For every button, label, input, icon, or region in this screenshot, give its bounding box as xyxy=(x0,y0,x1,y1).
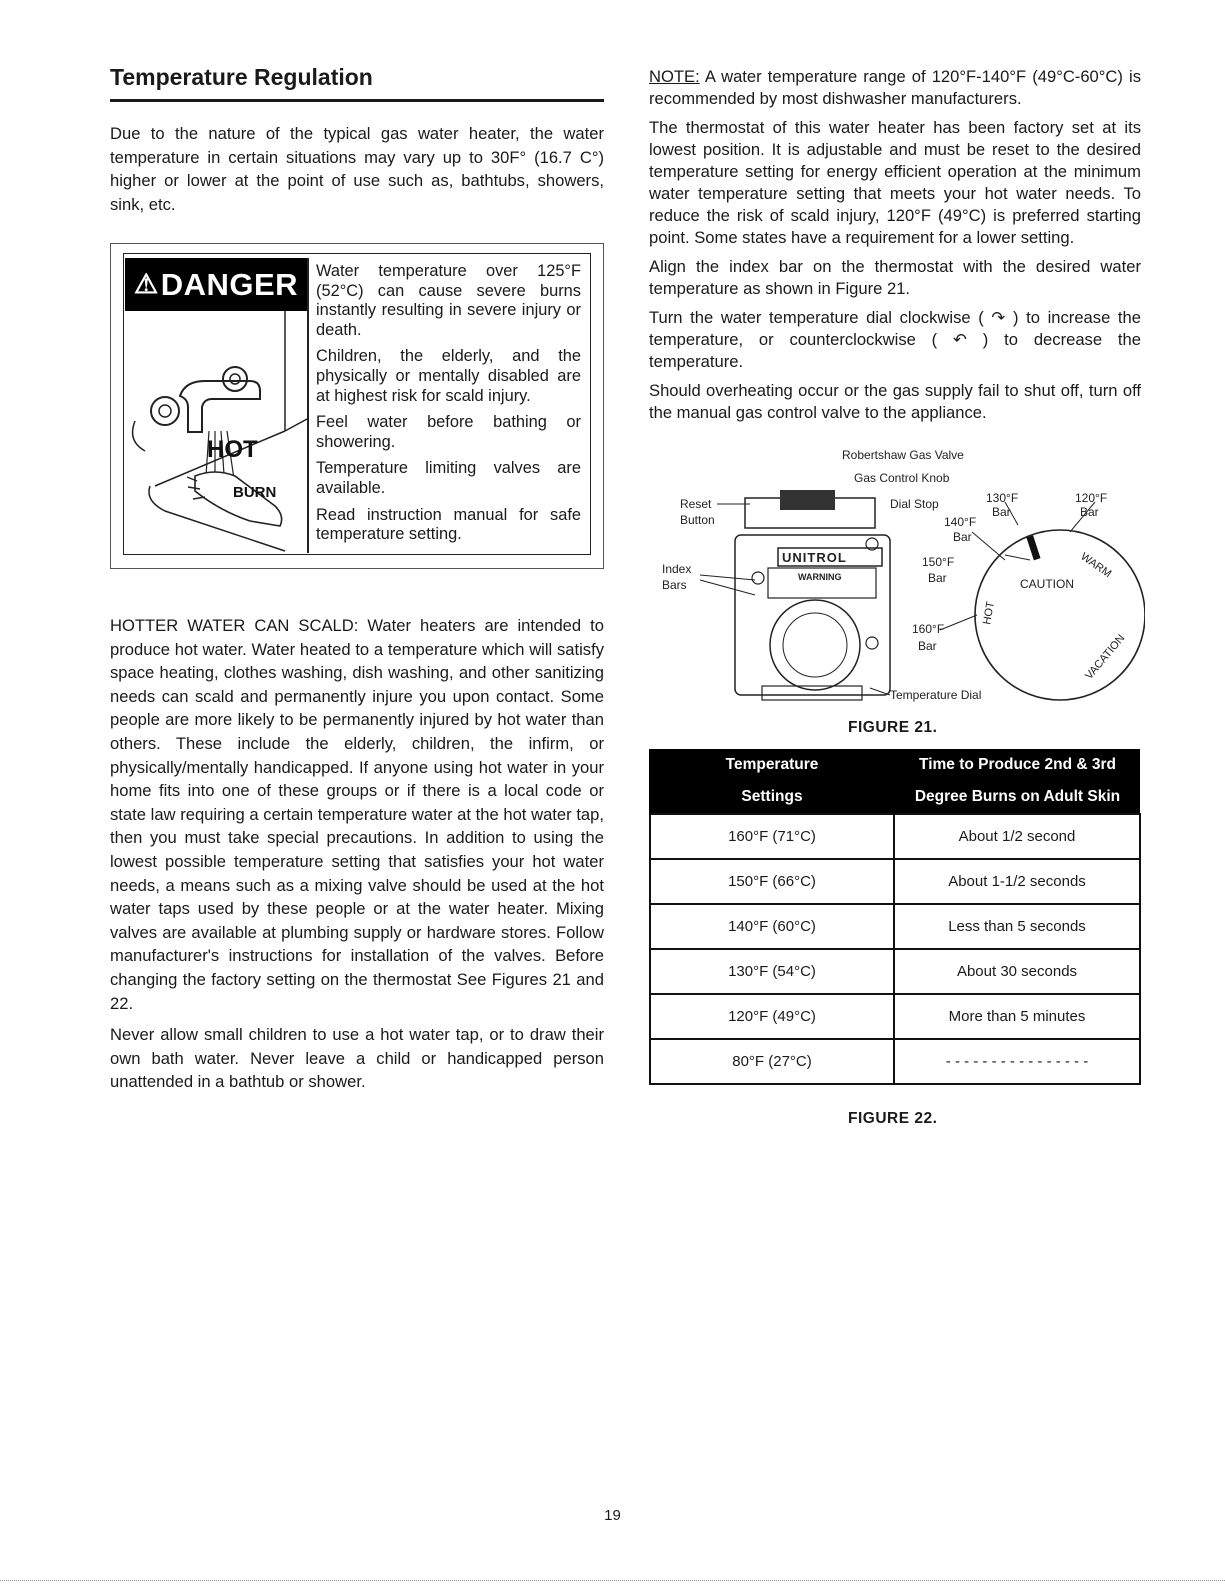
note-label: NOTE: xyxy=(649,67,700,86)
left-column xyxy=(110,64,604,216)
bar-120-label: Bar xyxy=(1080,505,1099,519)
button-label: Button xyxy=(680,513,715,527)
warning-triangle-icon: ⚠ xyxy=(133,269,159,299)
knob-label: Gas Control Knob xyxy=(854,471,950,485)
danger-badge-text: DANGER xyxy=(160,266,299,302)
turn-text-c: ) to decrease the temperature. xyxy=(649,330,1141,371)
counterclockwise-arrow-icon: ↶ xyxy=(953,330,967,349)
figure-21-caption: FIGURE 21. xyxy=(848,719,938,736)
temp-140-label: 140°F xyxy=(944,515,977,529)
turn-text-a: Turn the water temperature dial clockwise ( xyxy=(649,308,984,327)
valve-label: Robertshaw Gas Valve xyxy=(842,448,964,462)
danger-item: Feel water before bathing or showering. xyxy=(316,413,581,451)
header-time: Time to Produce 2nd & 3rd xyxy=(894,749,1140,781)
burn-time-table xyxy=(649,749,1141,1085)
temp-cell: 140°F (60°C) xyxy=(650,904,894,949)
thermostat-paragraph: The thermostat of this water heater has been factory set at its lowest position. It is adjustable and must be reset to the desired temperature setting for energy efficient operation at the minimum water temperature setting that meets your hot water needs. To reduce the risk of scald injury, 120°F (49°C) is preferred starting point. Some states have a requirement for a lower setting. xyxy=(649,118,1141,247)
hotter-water-section xyxy=(110,614,604,1102)
table-row xyxy=(650,904,1140,949)
clockwise-arrow-icon: ↷ xyxy=(991,308,1006,327)
table-header-row xyxy=(650,781,1140,814)
time-cell: About 1/2 second xyxy=(894,814,1140,859)
danger-divider xyxy=(307,258,309,553)
danger-badge xyxy=(125,258,307,311)
table-row xyxy=(650,814,1140,859)
dial-vacation-text: VACATION xyxy=(1083,632,1128,682)
danger-item: Read instruction manual for safe temperature setting. xyxy=(316,505,581,544)
time-cell: More than 5 minutes xyxy=(894,994,1140,1039)
burn-art-text: BURN xyxy=(233,484,277,501)
bar-160-label: Bar xyxy=(918,639,937,653)
danger-item: Temperature limiting valves are available. xyxy=(316,459,581,497)
temp-cell: 120°F (49°C) xyxy=(650,994,894,1039)
page-bottom-rule xyxy=(0,1580,1225,1581)
danger-item: Water temperature over 125°F (52°C) can cause severe burns instantly resulting in severe injury or death. xyxy=(316,262,581,339)
bar-140-label: Bar xyxy=(953,530,972,544)
gas-valve-diagram xyxy=(650,440,1145,740)
unitrol-label: UNITROL xyxy=(782,550,847,565)
table-row xyxy=(650,1039,1140,1084)
temp-cell: 160°F (71°C) xyxy=(650,814,894,859)
note-paragraph xyxy=(649,66,1141,110)
table-row xyxy=(650,949,1140,994)
time-cell: Less than 5 seconds xyxy=(894,904,1140,949)
dial-caution-text: CAUTION xyxy=(1020,577,1074,591)
temp-150-label: 150°F xyxy=(922,555,955,569)
hot-art-text: HOT xyxy=(207,436,258,463)
hotter-paragraph: HOTTER WATER CAN SCALD: Water heaters are intended to produce hot water. Water heated to a temperature which will satisfy space heating, clothes washing, dish washing, and other sanitizing needs can scald and permanently injure you upon contact. Some people are more likely to be permanently injured by hot water than others. These include the elderly, children, the infirm, or physically/mentally handicapped. If anyone using hot water in your home fits into one of these groups or if there is a local code or state law requiring a certain temperature water at the hot water tap, then you must take special precautions. In addition to using the lowest possible temperature setting that satisfies your hot water needs, a means such as a mixing valve should be used at the hot water taps used by these people or at the water heater. Mixing valves are available at plumbing supply or hardware stores. Follow manufacturer's instructions for installation of the valves. Before changing the factory setting on the thermostat See Figures 21 and 22. xyxy=(110,616,604,1013)
overheating-paragraph: Should overheating occur or the gas supply fail to shut off, turn off the manual gas control valve to the appliance. xyxy=(649,381,1141,422)
temp-cell: 130°F (54°C) xyxy=(650,949,894,994)
bar-150-label: Bar xyxy=(928,571,947,585)
section-title: Temperature Regulation xyxy=(110,64,604,102)
table-row xyxy=(650,994,1140,1039)
warning-plate-text: WARNING xyxy=(798,572,842,582)
figure-22-caption: FIGURE 22. xyxy=(848,1110,938,1127)
temp-120-label: 120°F xyxy=(1075,491,1108,505)
turn-dial-paragraph xyxy=(649,307,1141,373)
page-number: 19 xyxy=(604,1507,621,1524)
danger-text-block xyxy=(316,262,581,552)
temp-cell: 80°F (27°C) xyxy=(650,1039,894,1084)
bar-130-label: Bar xyxy=(992,505,1011,519)
right-column xyxy=(649,66,1141,431)
temp-dial-label: Temperature Dial xyxy=(890,688,982,702)
scald-hand-faucet-illustration xyxy=(125,311,307,553)
turn-text-b: ) to increase the temperature, or counterclockwise ( xyxy=(649,308,1141,349)
header-settings: Settings xyxy=(650,781,894,814)
time-cell: About 30 seconds xyxy=(894,949,1140,994)
align-paragraph: Align the index bar on the thermostat with the desired water temperature as shown in Figure 21. xyxy=(649,257,1141,298)
dial-stop-label: Dial Stop xyxy=(890,497,939,511)
header-degree-burns: Degree Burns on Adult Skin xyxy=(894,781,1140,814)
intro-paragraph: Due to the nature of the typical gas water heater, the water temperature in certain situations may vary up to 30F° (16.7 C°) higher or lower at the point of use such as, bathtubs, showers, sink, etc. xyxy=(110,124,604,214)
reset-label: Reset xyxy=(680,497,712,511)
header-temperature: Temperature xyxy=(650,749,894,781)
dial-warm-text: WARM xyxy=(1078,550,1114,581)
note-text: A water temperature range of 120°F-140°F (49°C-60°C) is recommended by most dishwasher manufacturers. xyxy=(649,67,1141,108)
temp-160-label: 160°F xyxy=(912,622,945,636)
table-row xyxy=(650,859,1140,904)
hotter-paragraph: Never allow small children to use a hot water tap, or to draw their own bath water. Never leave a child or handicapped person unattended in a bathtub or shower. xyxy=(110,1025,604,1092)
danger-item: Children, the elderly, and the physically or mentally disabled are at highest risk for scald injury. xyxy=(316,347,581,405)
bars-label: Bars xyxy=(662,578,687,592)
time-cell: About 1-1/2 seconds xyxy=(894,859,1140,904)
index-label: Index xyxy=(662,562,692,576)
time-cell: - - - - - - - - - - - - - - - - xyxy=(894,1039,1140,1084)
table-header-row xyxy=(650,749,1140,781)
temp-130-label: 130°F xyxy=(986,491,1019,505)
dial-hot-text: HOT xyxy=(981,600,997,626)
temp-cell: 150°F (66°C) xyxy=(650,859,894,904)
